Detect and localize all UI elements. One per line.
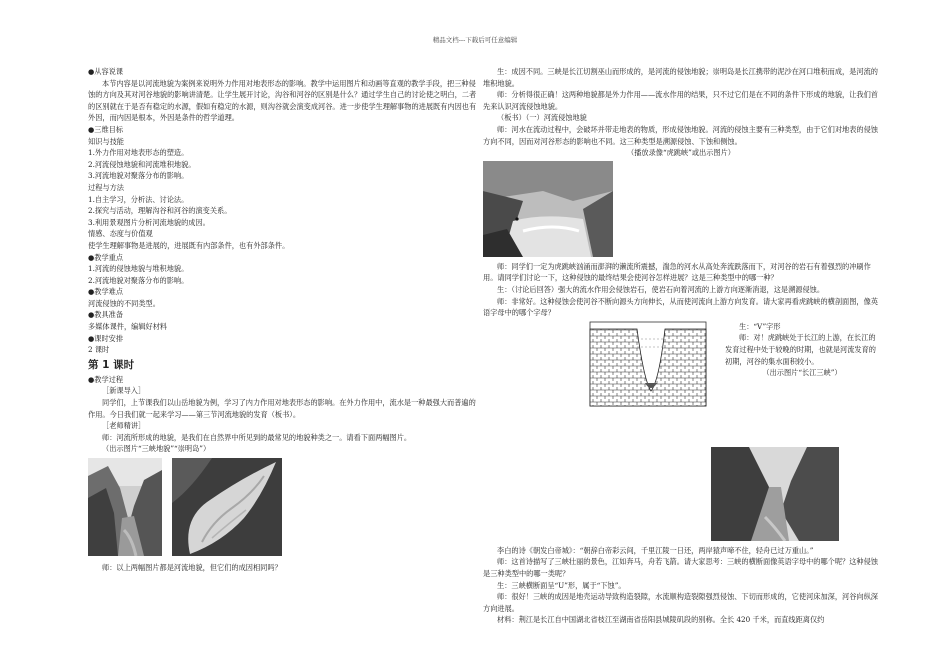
paragraph: 生：三峡横断面呈“U”形，属于“下蚀”。 bbox=[497, 580, 626, 590]
paragraph: 师：非常好。这种侵蚀会使河谷不断向源头方向伸长，从而使河流向上游方向发育。请大家再看虎跳峡的横剖面图，像英语字母中的哪个字母？ bbox=[483, 296, 878, 318]
board-note: （板书）（一）河流侵蚀地貌 bbox=[497, 113, 587, 123]
paragraph: 同学们，上节课我们以山岳地貌为例，学习了内力作用对地表形态的影响。在外力作用中，流水是一种最强大而普遍的作用。今日我们就一起来学习——第三节河流地貌的发育（板书）。 bbox=[88, 398, 476, 419]
paragraph: 师：分析得很正确！这两种地貌都是外力作用——流水作用的结果，只不过它们是在不同的条件下形成的地貌，让我们首先来认识河流侵蚀地貌。 bbox=[483, 90, 878, 111]
paragraph: 师：河水在流动过程中，会破坏并带走地表的物质，形成侵蚀地貌。河流的侵蚀主要有三种类型，由于它们对地表的侵蚀方向不同，因而对河谷形态的影响也不同。这三种类型是溯源侵蚀、下蚀和侧蚀。 bbox=[483, 124, 878, 146]
left-column bbox=[88, 66, 480, 574]
subheading: 过程与方法 bbox=[88, 182, 124, 192]
list-item: 1.自主学习，分析法、讨论法。 bbox=[88, 194, 189, 204]
v-valley-diagram bbox=[589, 321, 707, 407]
paragraph: （出示图片“三峡地貌”“崇明岛”） bbox=[102, 444, 211, 454]
paragraph: 生：成因不同。三峡是长江切割巫山而形成的，是河流的侵蚀地貌；崇明岛是长江携带的泥沙在河口堆积而成，是河流的堆积地貌。 bbox=[483, 67, 878, 88]
lesson-heading: 第 1 课时 bbox=[88, 358, 135, 371]
yangtze-three-gorges-photo bbox=[711, 447, 839, 541]
list-item: 2.河流侵蚀地貌和河流堆积地貌。 bbox=[88, 159, 196, 169]
bracket-label: ［新课导入］ bbox=[102, 386, 146, 396]
paragraph: 本节内容是以河流地貌为案例来说明外力作用对地表形态的影响。教学中运用图片和动画等直观的教学手段，把三种侵蚀的方向及其对河谷地貌的影响讲清楚。让学生展开讨论，沟谷和河谷的区别是什么？通过学生自己的讨论使之明白，二者的区别就在于是否有稳定的水源，假如有稳定的水源，则沟谷就会演变成河谷。进一步使学生理解事物的进展既有内因也有外因，而内因是根本，外因是条件的哲学道理。 bbox=[88, 78, 477, 123]
photo-row bbox=[88, 458, 480, 556]
paragraph: 2 课时 bbox=[88, 345, 110, 355]
paragraph: 生：（讨论后回答）强大的流水作用会侵蚀岩石，使岩石向着河流的上游方向逐渐消退，这是溯源侵蚀。 bbox=[497, 284, 825, 294]
list-item: 1.河流的侵蚀地貌与堆积地貌。 bbox=[88, 264, 189, 274]
section-heading: ●课时安排 bbox=[88, 333, 124, 343]
list-item: 2.河流地貌对聚落分布的影响。 bbox=[88, 275, 189, 285]
section-heading: ●教学过程 bbox=[88, 374, 124, 384]
list-item: 3.河流地貌对聚落分布的影响。 bbox=[88, 171, 189, 181]
v-valley-section bbox=[483, 321, 879, 445]
paragraph: 多媒体课件，编辑好材料 bbox=[88, 322, 168, 332]
caption: （播放录像“虎跳峡”或出示图片） bbox=[627, 148, 735, 158]
list-item: 2.探究与活动，理解沟谷和河谷的演变关系。 bbox=[88, 206, 232, 216]
paragraph: 师：以上两幅图片都是河流地貌，但它们的成因相同吗？ bbox=[102, 563, 282, 572]
list-item: 3.利用景观图片分析河流地貌的成因。 bbox=[88, 217, 210, 227]
paragraph: 师：这首诗描写了三峡壮丽的景色，江如奔马，舟若飞箭。请大家思考：三峡的横断面像英语字母中的哪个呢？这种侵蚀是三种类型中的哪一类呢？ bbox=[483, 557, 878, 578]
chongming-island-photo bbox=[172, 458, 282, 556]
paragraph: 材料：荆江是长江自中国湖北省枝江至湖南省岳阳县城陵矶段的别称。全长 420 千米，而直线距离仅约 bbox=[497, 615, 825, 625]
paragraph: 师：河流所形成的地貌，是我们在自然界中所见到的最常见的地貌种类之一。请看下面两幅图片。 bbox=[102, 432, 412, 442]
section-heading: ●从容说课 bbox=[88, 67, 124, 76]
three-gorges-photo bbox=[88, 458, 162, 556]
subheading: 情感、态度与价值观 bbox=[88, 229, 153, 239]
right-column bbox=[483, 66, 879, 626]
bracket-label: ［老师精讲］ bbox=[102, 421, 146, 431]
paragraph: 生：“V”字形 bbox=[739, 321, 781, 331]
subheading: 知识与技能 bbox=[88, 136, 124, 146]
paragraph: 师：同学们一定为虎跳峡汹涌而澎湃的濑流所震撼，湍急的河水从高处奔流跌落而下，对河谷的岩石有着强烈的冲刷作用。请同学们讨论一下，这种侵蚀的最终结果会使河谷怎样进展？这是三种类型中的哪一种？ bbox=[483, 261, 871, 283]
paragraph: 河流侵蚀的不同类型。 bbox=[88, 298, 160, 308]
page-header: 精品文档---下载后可任意编辑 bbox=[432, 36, 518, 44]
diagram-side-text bbox=[725, 321, 879, 379]
paragraph: 李白的诗《朝发白帝城》：“朝辞白帝彩云间，千里江陵一日还，两岸猿声啼不住，轻舟已过万重山。” bbox=[497, 545, 814, 555]
tiger-leaping-gorge-photo bbox=[483, 161, 613, 257]
section-heading: ●教具准备 bbox=[88, 310, 124, 320]
section-heading: ●三维目标 bbox=[88, 124, 124, 134]
caption: （出示图片“长江三峡”） bbox=[762, 368, 842, 378]
list-item: 1.外力作用对地表形态的塑造。 bbox=[88, 148, 189, 158]
paragraph: 师：对！虎跳峡处于长江的上游，在长江的发育过程中处于较晚的时期，也就是河流发育的初期，河谷的集水面积较小。 bbox=[725, 333, 876, 366]
section-heading: ●教学难点 bbox=[88, 287, 124, 297]
section-heading: ●教学重点 bbox=[88, 252, 124, 262]
paragraph: 师：很好！三峡的成因是地壳运动导致构造裂隙，水流顺构造裂隙强烈侵蚀、下切而形成的，它使河床加深，河谷向纵深方向进展。 bbox=[483, 592, 878, 613]
paragraph: 使学生理解事物是进展的，进展既有内部条件，也有外部条件。 bbox=[88, 240, 290, 250]
